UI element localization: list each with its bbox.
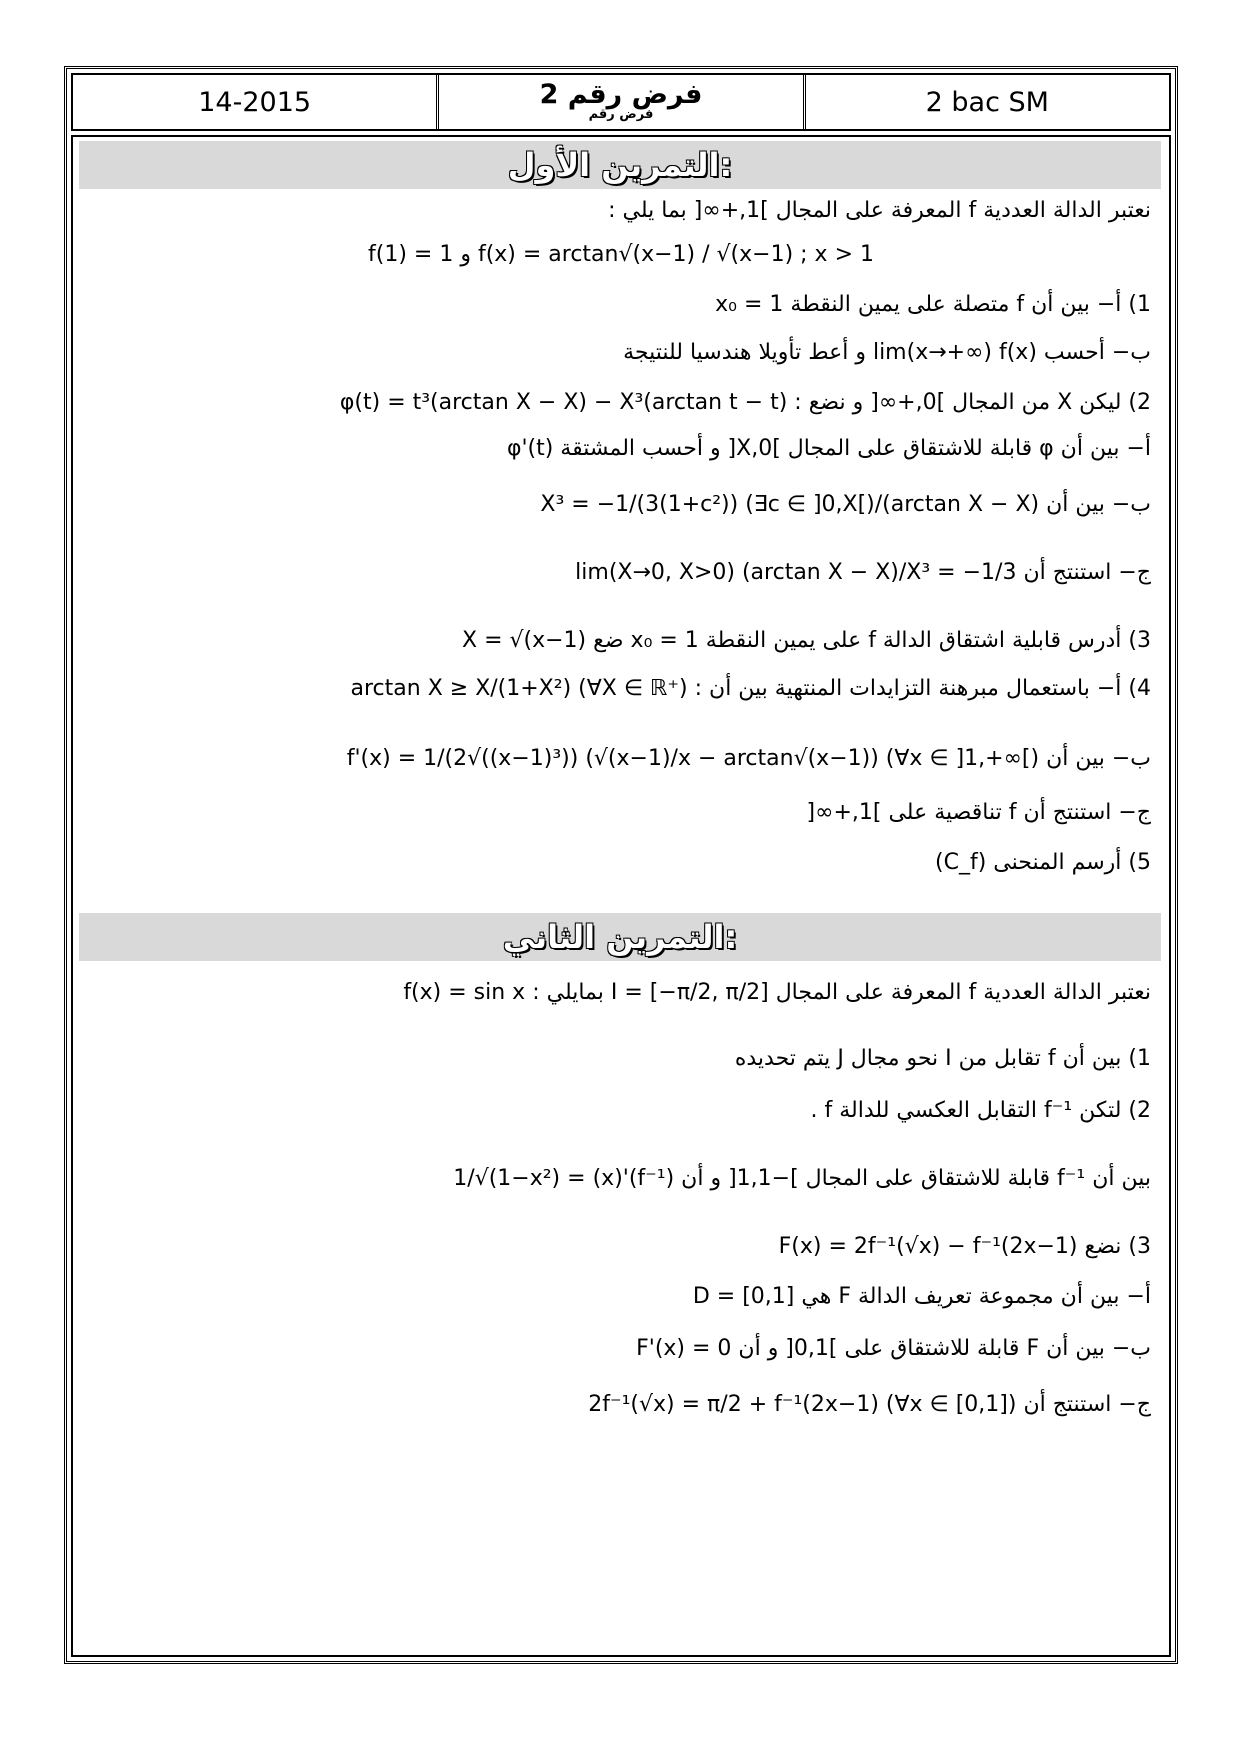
- ex2-q3a: أ− بين أن مجموعة تعريف الدالة F هي D = [0,1]: [692, 1284, 1151, 1309]
- ex1-q1a: 1) أ− بين أن f متصلة على يمين النقطة x₀ = 1: [715, 292, 1151, 317]
- ex1-q4c: ج− استنتج أن f تناقصية على ]1,+∞[: [806, 800, 1151, 825]
- ex1-q2b: ب− بين أن (arctan X − X)/X³ = −1/(3(1+c²)) (∃c ∈ ]0,X[): [540, 492, 1151, 517]
- ex1-q2a: أ− بين أن φ قابلة للاشتقاق على المجال ]0,X[ و أحسب المشتقة φ'(t): [506, 436, 1151, 461]
- header-table: [71, 73, 1171, 131]
- ex1-heading-text: التمرين الأول:: [507, 146, 733, 184]
- ex1-heading: [79, 141, 1161, 189]
- ex1-q1b: ب− أحسب lim(x→+∞) f(x) و أعط تأويلا هندسيا للنتيجة: [623, 340, 1151, 365]
- page-frame: [64, 66, 1178, 1664]
- header-year: [73, 75, 436, 129]
- ex1-q5: 5) أرسم المنحنى (C_f): [934, 850, 1151, 875]
- ex1-q2c: ج− استنتج أن lim(X→0, X>0) (arctan X − X)/X³ = −1/3: [575, 560, 1151, 585]
- ex1-q2: 2) ليكن X من المجال ]0,+∞[ و نضع : φ(t) = t³(arctan X − X) − X³(arctan t − t): [339, 390, 1151, 415]
- ex2-intro: نعتبر الدالة العددية f المعرفة على المجال I = [−π/2, π/2] بمايلي : f(x) = sin x: [403, 980, 1151, 1005]
- year-text: 14-2015: [198, 86, 312, 118]
- ex2-q3: 3) نضع F(x) = 2f⁻¹(√x) − f⁻¹(2x−1): [778, 1234, 1151, 1259]
- header-title: [436, 75, 802, 129]
- ex2-q3c: ج− استنتج أن 2f⁻¹(√x) = π/2 + f⁻¹(2x−1) (∀x ∈ [0,1]): [588, 1392, 1151, 1417]
- exercise-body: [71, 135, 1171, 1657]
- ex2-q3b: ب− بين أن F قابلة للاشتقاق على ]0,1[ و أن F'(x) = 0: [636, 1336, 1151, 1361]
- ex2-q1: 1) بين أن f تقابل من I نحو مجال J يتم تحديده: [734, 1046, 1151, 1071]
- ex1-q4a: 4) أ− باستعمال مبرهنة التزايدات المنتهية بين أن : arctan X ≥ X/(1+X²) (∀X ∈ ℝ⁺): [350, 676, 1151, 701]
- ex2-q2b: بين أن f⁻¹ قابلة للاشتقاق على المجال ]−1,1[ و أن (f⁻¹)'(x) = 1/√(1−x²): [453, 1166, 1151, 1191]
- title-text: فرض رقم 2: [539, 79, 703, 110]
- ex2-q2: 2) لتكن f⁻¹ التقابل العكسي للدالة f .: [810, 1098, 1151, 1123]
- ex2-heading: [79, 913, 1161, 961]
- header-class: [803, 75, 1169, 129]
- subtitle-text: فرض رقم: [588, 107, 654, 122]
- ex2-heading-text: التمرين الثاني:: [502, 918, 738, 956]
- class-text: 2 bac SM: [925, 86, 1049, 118]
- ex1-definition: f(1) = 1 و f(x) = arctan√(x−1) / √(x−1) ; x > 1: [368, 242, 874, 267]
- ex1-intro: نعتبر الدالة العددية f المعرفة على المجال ]1,+∞[ بما يلي :: [608, 198, 1151, 223]
- ex1-q4b: ب− بين أن f'(x) = 1/(2√((x−1)³)) (√(x−1)/x − arctan√(x−1)) (∀x ∈ ]1,+∞[): [346, 746, 1151, 771]
- ex1-q3: 3) أدرس قابلية اشتقاق الدالة f على يمين النقطة x₀ = 1 ضع X = √(x−1): [462, 628, 1151, 653]
